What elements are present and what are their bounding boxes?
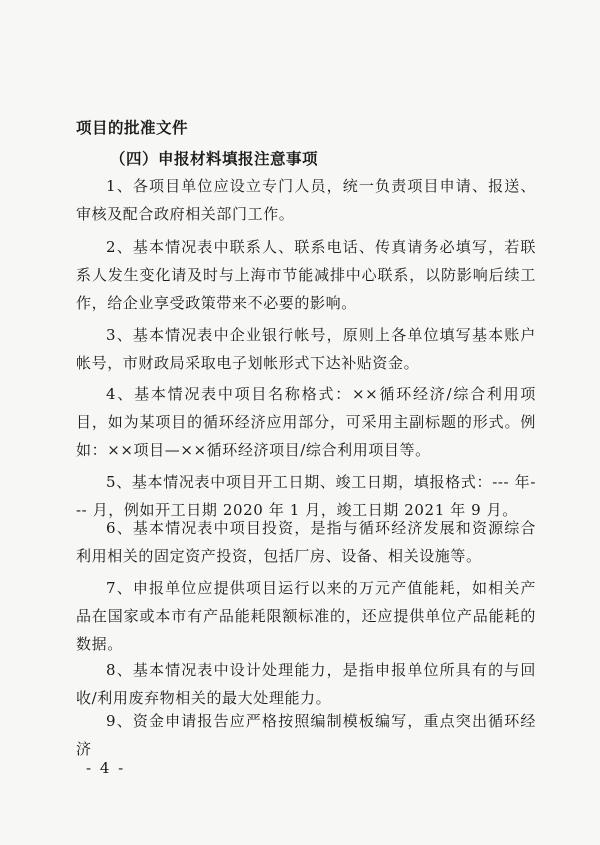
page-number: - 4 - <box>86 759 126 777</box>
paragraph-5: 5、基本情况表中项目开工日期、竣工日期，填报格式：--- 年--- 月，例如开工日期 2020 年 1 月，竣工日期 2021 年 9 月。 <box>76 473 536 519</box>
paragraph-7: 7、申报单位应提供项目运行以来的万元产值能耗，如相关产品在国家或本市有产品能耗限额标准的，还应提供单位产品能耗的数据。 <box>76 579 536 653</box>
subsection-heading: （四）申报材料填报注意事项 <box>110 149 319 168</box>
section-heading: 项目的批准文件 <box>76 118 189 137</box>
paragraph-6: 6、基本情况表中项目投资，是指与循环经济发展和资源综合利用相关的固定资产投资，包括厂房、设备、相关设施等。 <box>76 519 536 565</box>
paragraph-2: 2、基本情况表中联系人、联系电话、传真请务必填写，若联系人发生变化请及时与上海市节能减排中心联系，以防影响后续工作，给企业享受政策带来不必要的影响。 <box>76 238 536 312</box>
paragraph-8: 8、基本情况表中设计处理能力，是指申报单位所具有的与回收/利用废弃物相关的最大处理能力。 <box>76 661 536 707</box>
paragraph-9: 9、资金申请报告应严格按照编制模板编写，重点突出循环经济 <box>76 712 536 758</box>
paragraph-1: 1、各项目单位应设立专门人员，统一负责项目申请、报送、审核及配合政府相关部门工作。 <box>76 177 536 223</box>
paragraph-4: 4、基本情况表中项目名称格式：××循环经济/综合利用项目，如为某项目的循环经济应用部分，可采用主副标题的形式。例如：××项目—××循环经济项目/综合利用项目等。 <box>76 385 536 459</box>
paragraph-3: 3、基本情况表中企业银行帐号，原则上各单位填写基本账户帐号，市财政局采取电子划帐形式下达补贴资金。 <box>76 326 536 372</box>
